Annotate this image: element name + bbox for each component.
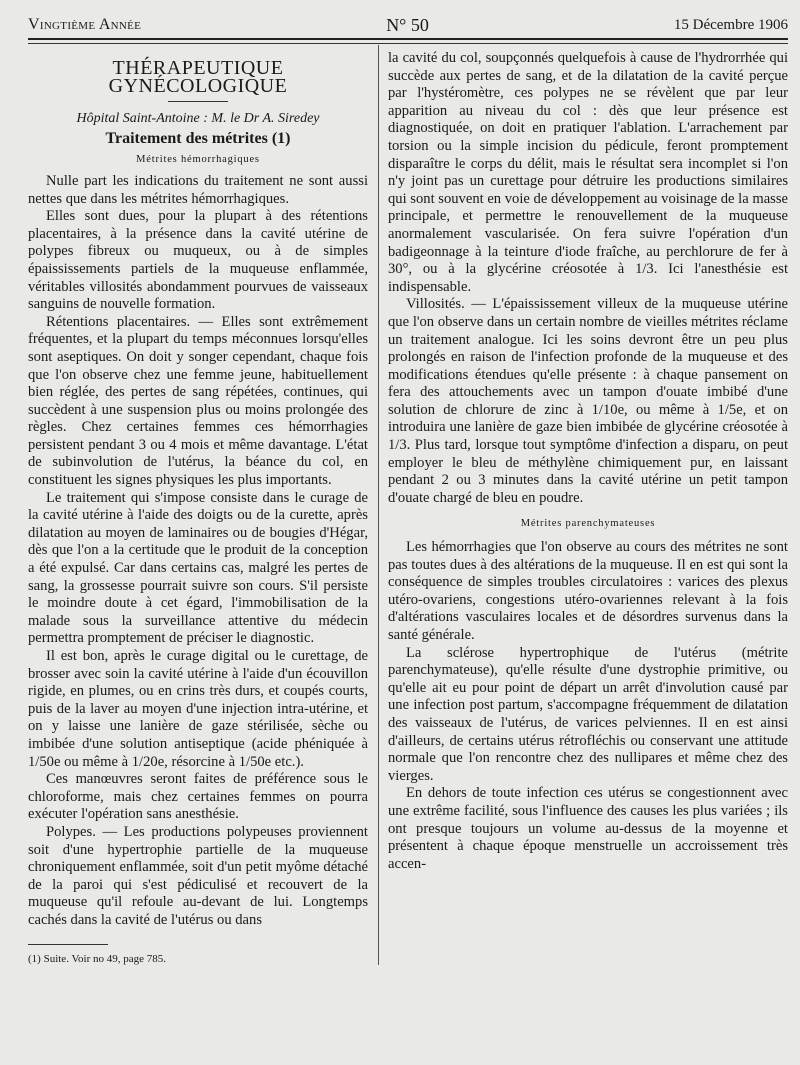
header-thick-rule	[28, 38, 788, 40]
paragraph: Les hémorrhagies que l'on observe au cours des métrites ne sont pas toutes dues à des altérations de la muqueuse. Il en est qui sont la conséquence de simples troubles circulatoires : varices des plexus utéro-ovariens, congestions utéro-ovariennes relevant à la fois d'altérations vasculaires locales et de désordres survenus dans la santé générale.	[388, 539, 788, 643]
paragraph: Ces manœuvres seront faites de préférence sous le chloroforme, mais chez certaines femmes on pourra exécuter l'opération sans anesthésie.	[28, 771, 368, 823]
header-thin-rule	[28, 43, 788, 44]
paragraph: Rétentions placentaires. — Elles sont extrêmement fréquentes, et la plupart du temps méconnues lorsqu'elles sont aseptiques. On doit y songer cependant, chaque fois que l'on observe chez une femme jeune, habituellement bien réglée, des pertes de sang répétées, continues, qui succèdent à une suspension plus ou moins prolongée des règles. Chez certaines femmes ces hémorrhagies persistent pendant 3 ou 4 mois et même davantage. L'état de subinvolution de l'utérus, la béance du col, en constituent les signes physiques les plus importants.	[28, 313, 368, 489]
paragraph: Il est bon, après le curage digital ou le curettage, de brosser avec soin la cavité utérine à l'aide d'un écouvillon rigide, en plumes, ou en crins très durs, et coupés courts, puis de la laver au moyen d'une injection intra-utérine, et on y laisse une lanière de gaze stérilisée, sèche ou imbibée d'une solution antiseptique (acide phéniquée à 1/50e ou même à 1/20e, résorcine à 1/50e etc.).	[28, 648, 368, 770]
paragraph: La sclérose hypertrophique de l'utérus (métrite parenchymateuse), qu'elle résulte d'une dystrophie primitive, ou qu'elle ait eu pour point de départ un arrêt d'involution causé par une infection post partum, s'accompagne fréquemment de dilatation des vaisseaux de l'utérus, de varices pelviennes. Il en est ainsi d'ailleurs, de certains utérus rétrofléchis ou conservant une attitude normale que l'on rencontre chez des nullipares et même chez des vierges.	[388, 644, 788, 784]
paragraph: Polypes. — Les productions polypeuses proviennent soit d'une hypertrophie partielle de la muqueuse chroniquement enflammée, soit d'un petit myôme détaché de la paroi qui s'est pédiculisé et recouvert de la muqueuse qu'il refoule au-devant de lui. Longtemps cachés dans la cavité de l'utérus ou dans	[28, 823, 368, 928]
right-column	[388, 50, 788, 873]
subsection-heading: Métrites hémorrhagiques	[136, 154, 260, 166]
page-header	[28, 12, 788, 38]
paragraph: Nulle part les indications du traitement ne sont aussi nettes que dans les métrites hémorrhagiques.	[28, 172, 368, 207]
section-title: THÉRAPEUTIQUE GYNÉCOLOGIQUE	[108, 57, 288, 97]
title-divider	[168, 101, 228, 102]
byline-text: Hôpital Saint-Antoine : M. le Dr A. Siredey	[76, 111, 320, 127]
issue-number: N° 50	[386, 14, 429, 35]
byline	[28, 110, 368, 128]
footnote-divider	[28, 944, 108, 945]
column-divider	[378, 45, 379, 965]
paragraph: En dehors de toute infection ces utérus se congestionnent avec une extrême facilité, sous l'influence des causes les plus variées ; ils ont presque toujours un volume au-dessus de la moyenne et présentent à chaque époque menstruelle un accroissement très accen-	[388, 785, 788, 872]
paragraph: Villosités. — L'épaississement villeux de la muqueuse utérine que l'on observe dans un certain nombre de vieilles métrites réclame un traitement analogue. Ici les soins devront être un peu plus prolongés en raison de l'infection profonde de la muqueuse et des modifications étendues qu'elle présente : à chaque pansement on fera des attouchements avec un tampon d'ouate imbibé d'une solution de chlorure de zinc à 1/10e, ou même à 1/5e, et on introduira une lanière de gaze bien imbibée de glycérine créosotée à 1/3. Plus tard, lorsque tout symptôme d'infection a disparu, on peut employer le bleu de méthylène chimiquement pur, en laissant pendant 2 ou 3 minutes dans la cavité utérine un petit tampon d'ouate chargé de bleu en poudre.	[388, 296, 788, 506]
paragraph: Elles sont dues, pour la plupart à des rétentions placentaires, à la présence dans la cavité utérine de polypes fibreux ou muqueux, ou à de simples épaississements partiels de la muqueuse enflammée, véritables villosités abondamment pourvues de vaisseaux sanguins de nouvelle formation.	[28, 208, 368, 313]
article-title: Traitement des métrites (1)	[105, 129, 291, 147]
paragraph: Le traitement qui s'impose consiste dans le curage de la cavité utérine à l'aide des doigts ou de la curette, après dilatation au moyen de laminaires ou de bougies d'Hégar, dès que l'on a la certitude que le produit de la conception a été expulsé. Car dans certains cas, malgré les pertes de sang, la grossesse pourrait suivre son cours. S'il persiste le moindre doute à cet égard, l'immobilisation de la malade sous la surveillance attentive du médecin permettra promptement de préciser le diagnostic.	[28, 489, 368, 647]
footnote: (1) Suite. Voir no 49, page 785.	[28, 952, 166, 965]
issue-date: 15 Décembre 1906	[673, 16, 788, 33]
volume-label: Vingtième Année	[28, 16, 142, 33]
paragraph: la cavité du col, soupçonnés quelquefois à cause de l'hydrorrhée qui succède aux pertes de sang, et de la dilatation de la cavité perçue par l'hystéromètre, ces polypes ne se révèlent que par leur apparition au niveau du col : dès que leur présence est diagnostiquée, on doit en pratiquer l'ablation. L'arrachement par torsion ou la simple incision du pédicule, feront promptement disparaître le corps du délit, mais le résultat sera incomplet si l'on n'y joint pas un curettage pour détruire les productions similaires qui sont souvent en voie de développement au voisinage de la masse principale, et permettre le renouvellement de la muqueuse anormalement vascularisée. On fera suivre l'opération d'un badigeonnage à la teinture d'iode fraîche, au perchlorure de fer à 30°, ou à la glycérine créosotée à 1/3. Ici l'anesthésie est indispensable.	[388, 50, 789, 295]
left-column	[28, 52, 368, 968]
subsection-heading: Métrites parenchymateuses	[520, 518, 656, 530]
